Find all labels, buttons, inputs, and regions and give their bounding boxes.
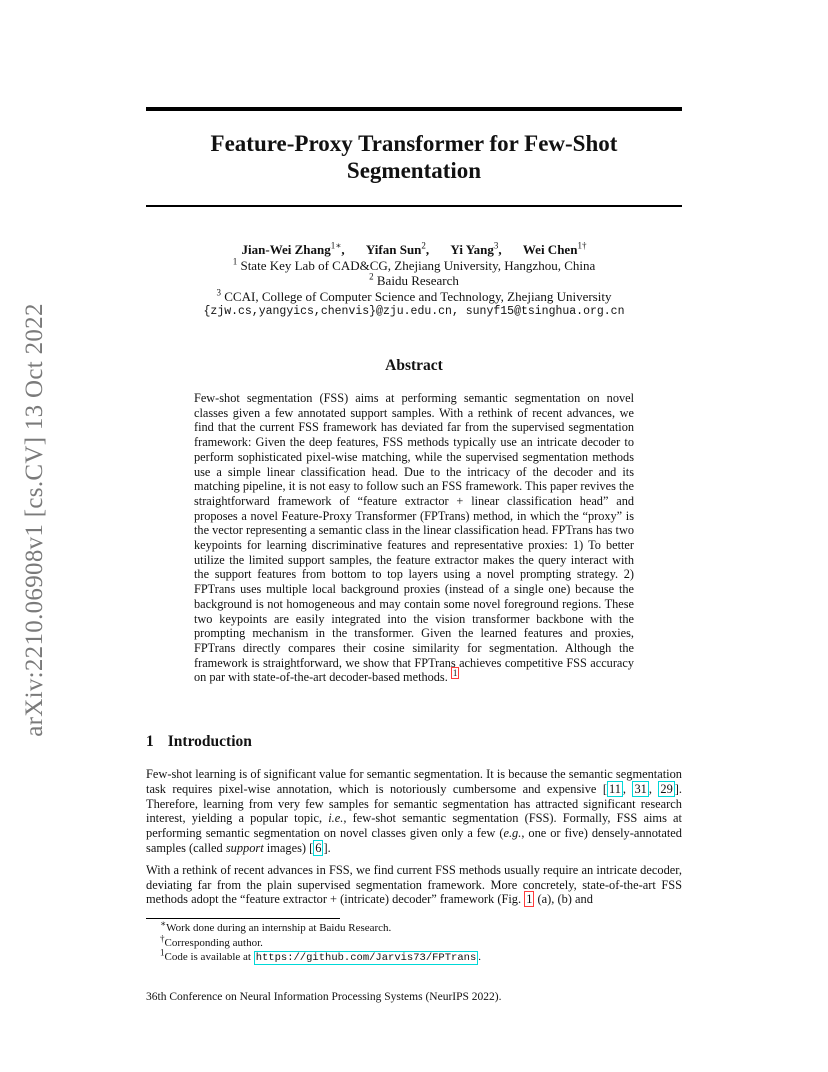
affiliation-1: $^1$ State Key Lab of CAD&CG, Zhejiang University, Hangzhou, China [232,256,596,273]
author-chen: Wei Chen$^{1\dagger}$ [522,240,587,257]
author-list [146,242,682,258]
author-yang: Yi Yang$^3$, [450,240,502,257]
citation-link[interactable]: 31 [634,781,647,796]
section-heading-introduction [146,733,252,751]
citation-link[interactable]: 6 [315,840,322,855]
intro-paragraph-1: Few-shot learning is of significant value for semantic segmentation. It is because the semantic segmentation task requires pixel-wise annotation, which is notoriously cumbersome and expensive [ 11 , 31 , 29 ]. Therefore, learning from very few samples for semantic segmentation has attracted significant research interest, yielding a popular topic, i.e., few-shot semantic segmentation (FSS). Formally, FSS aims at performing semantic segmentation on novel classes given only a few (e.g., one or five) densely-annotated samples (called support images) [ 6 ]. [146,767,682,855]
title-bottom-rule [146,205,682,207]
abstract-text: Few-shot segmentation (FSS) aims at performing semantic segmentation on novel classes given a few annotated support samples. With a rethink of recent advances, we find that the current FSS framework has deviated far from the supervised segmentation framework: Given the deep features, FSS methods typically use an intricate decoder to perform sophisticated pixel-wise matching, while the supervised segmentation methods use a simple linear classification head. Due to the intricacy of the decoder and its matching pipeline, it is not easy to follow such an FSS framework. This paper revives the straightforward framework of “feature extractor + linear classification head” and proposes a novel Feature-Proxy Transformer (FPTrans) method, in which the “proxy” is the vector representing a semantic class in the linear classification head. FPTrans has two keypoints for learning discriminative features and representative proxies: 1) To better utilize the limited support samples, the feature extractor makes the query interact with the support features from bottom to top layers using a novel prompting strategy. 2) FPTrans uses multiple local background proxies (instead of a single one) because the background is not homogeneous and may contain some novel foreground regions. These two keypoints are easily integrated into the vision transformer backbone with the prompting mechanism in the transformer. Given the learned features and proxies, FPTrans directly compares their cosine similarity for segmentation. Although the framework is straightforward, we show that FPTrans achieves competitive FSS accuracy on par with state-of-the-art decoder-based methods. $^1$ [194,391,634,685]
conference-note: 36th Conference on Neural Information Processing Systems (NeurIPS 2022). [146,991,502,1003]
affiliation-2: $^2$ Baidu Research [369,271,459,288]
section-title: Introduction [167,733,252,750]
arxiv-side-stamp [14,270,56,770]
arxiv-identifier: arXiv:2210.06908v1 [cs.CV] 13 Oct 2022 [21,303,49,737]
section-number: 1 [146,733,154,750]
footnotes [160,918,680,966]
footnote-1: ∗Work done during an internship at Baidu Research. [160,918,392,934]
author-sun: Yifan Sun$^2$, [365,240,430,257]
footnote-2: †Corresponding author. [160,932,263,949]
title-line-2: Segmentation [346,158,482,183]
title-line-1: Feature-Proxy Transformer for Few-Shot [210,131,618,156]
code-link[interactable]: https://github.com/Jarvis73/FPTrans [255,952,477,964]
citation-link[interactable]: 29 [660,781,673,796]
footnote-3: $^1$Code is available at https://github.com/Jarvis73/FPTrans . [160,947,481,964]
paper-title [146,130,682,184]
citation-link[interactable]: 11 [608,781,621,796]
author-zhang: Jian-Wei Zhang$^{1∗}$, [241,240,345,257]
abstract-heading: Abstract [385,357,443,374]
footnote-rule [146,918,340,919]
introduction-body [146,767,682,914]
affiliation-3: $^3$ CCAI, College of Computer Science and Technology, Zhejiang University [216,287,612,304]
title-top-rule [146,107,682,111]
figure-ref-link[interactable]: 1 [526,892,533,907]
author-block [146,242,682,320]
footnote-ref-link[interactable]: 1 [452,668,458,679]
author-emails: {zjw.cs,yangyics,chenvis}@zju.edu.cn, sunyf15@tsinghua.org.cn [203,305,625,318]
intro-paragraph-2: With a rethink of recent advances in FSS, we find current FSS methods usually require an intricate decoder, deviating far from the plain supervised segmentation framework. More concretely, state-of-the-art FSS methods adopt the “feature extractor + (intricate) decoder” framework (Fig. 1 (a), (b) and [146,862,682,907]
